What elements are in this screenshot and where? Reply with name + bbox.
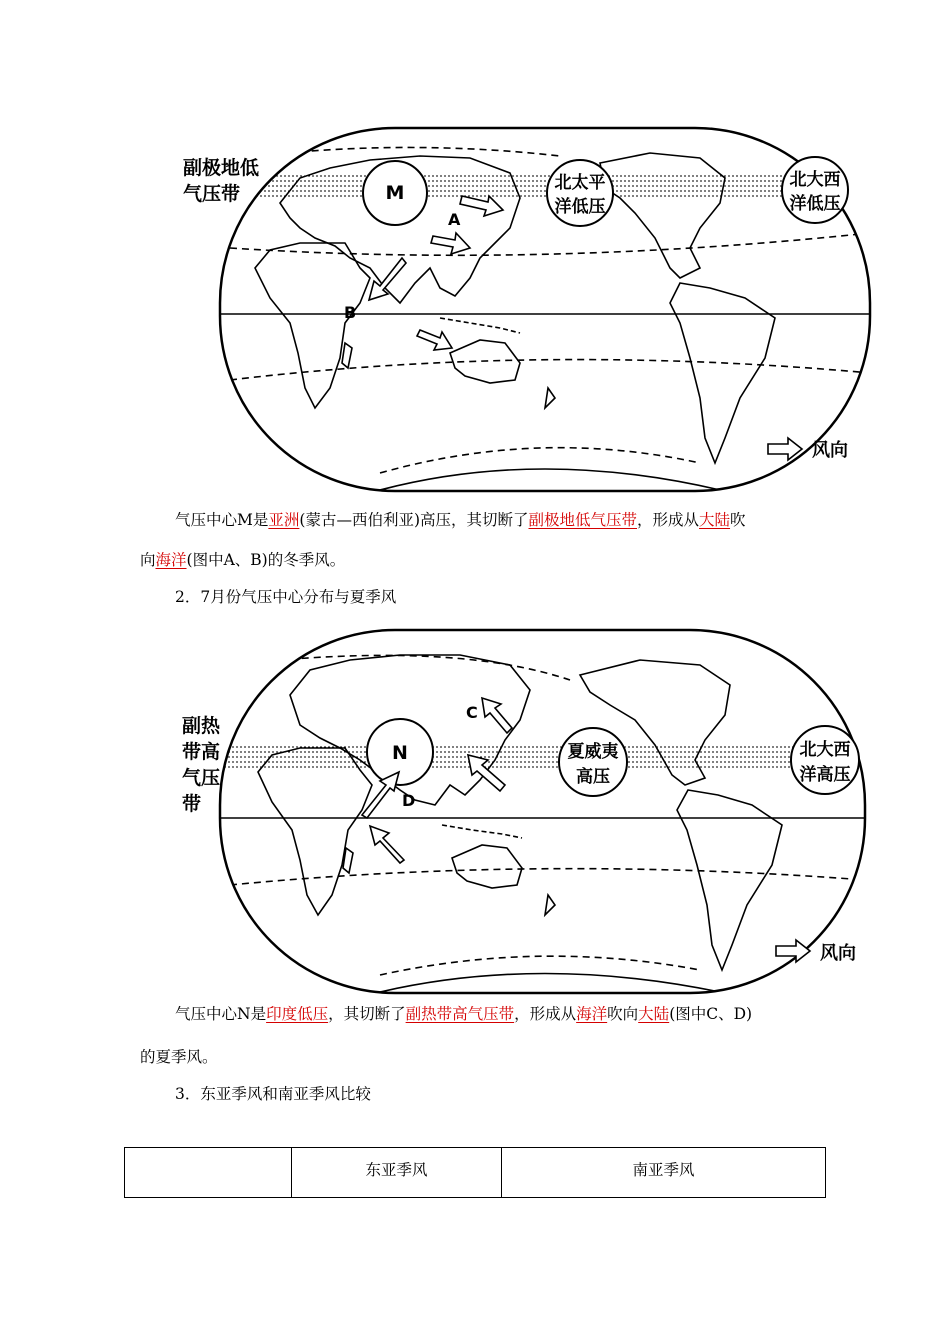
answer-blank: 海洋	[155, 551, 187, 569]
side-label-line-4: 带	[182, 793, 202, 815]
side-label-line-2: 气压带	[183, 183, 241, 205]
answer-blank: 海洋	[576, 1005, 608, 1023]
table-header-cell	[125, 1148, 292, 1198]
antarctica-outline	[380, 974, 720, 993]
parallel-line	[230, 869, 865, 885]
side-label-line-1: 副热	[182, 715, 221, 737]
wind-direction-legend-label: 风向	[812, 440, 848, 461]
antarctica-outline	[380, 469, 720, 490]
answer-blank: 亚洲	[268, 511, 300, 529]
map-frame	[220, 128, 870, 491]
australia-outline	[452, 845, 522, 888]
south-america-outline	[677, 790, 782, 970]
point-a-label: A	[448, 210, 461, 229]
north-atlantic-low-label-2: 洋低压	[789, 194, 841, 214]
point-c-label: C	[466, 703, 478, 722]
monsoon-comparison-table	[124, 1147, 826, 1198]
side-label-line-3: 气压	[182, 767, 221, 789]
new-zealand-outline	[545, 895, 555, 915]
table-header-row	[125, 1148, 826, 1198]
north-pacific-low-label-2: 洋低压	[554, 197, 606, 217]
new-zealand-outline	[545, 388, 555, 408]
table-header-cell: 东亚季风	[292, 1148, 502, 1198]
madagascar-outline	[342, 343, 352, 368]
pressure-center-m-label: M	[385, 182, 405, 204]
summer-monsoon-paragraph: 气压中心N是印度低压，其切断了副热带高气压带，形成从海洋吹向大陆(图中C、D)	[175, 1005, 753, 1023]
answer-blank: 大陆	[699, 511, 731, 529]
july-pressure-map	[0, 620, 950, 995]
section-heading-2: 2．7月份气压中心分布与夏季风	[175, 588, 397, 606]
point-b-label: B	[344, 303, 357, 322]
parallel-line	[230, 360, 870, 380]
section-heading-3: 3．东亚季风和南亚季风比较	[175, 1085, 371, 1103]
wind-arrow	[417, 330, 452, 350]
wind-arrow	[369, 258, 406, 300]
winter-monsoon-paragraph: 气压中心M是亚洲(蒙古—西伯利亚)高压，其切断了副极地低气压带，形成从大陆吹	[175, 511, 746, 529]
answer-blank: 副极地低气压带	[528, 511, 638, 529]
answer-blank: 大陆	[638, 1005, 670, 1023]
north-pacific-low-label-1: 北太平	[554, 173, 606, 193]
wind-arrow	[370, 826, 404, 863]
north-atlantic-high-label-1: 北大西	[799, 740, 851, 760]
north-america-outline	[600, 153, 725, 278]
map-frame	[220, 630, 865, 993]
january-pressure-map	[0, 118, 950, 493]
parallel-line	[230, 233, 870, 255]
parallel-line	[240, 147, 560, 158]
side-label-line-1: 副极地低	[183, 157, 260, 179]
africa-outline	[255, 243, 370, 408]
parallel-line	[380, 956, 700, 975]
winter-monsoon-paragraph-cont: 向海洋(图中A、B)的冬季风。	[140, 551, 346, 569]
hawaii-high-label-2: 高压	[576, 767, 610, 787]
north-atlantic-high-label-2: 洋高压	[799, 765, 851, 785]
wind-direction-legend-label: 风向	[820, 943, 856, 964]
wind-arrow	[482, 698, 512, 733]
hawaii-high-label-1: 夏威夷	[567, 742, 619, 762]
africa-outline	[258, 748, 372, 915]
wind-arrow	[431, 233, 470, 254]
south-america-outline	[670, 283, 775, 463]
side-label-line-2: 带高	[182, 741, 221, 763]
north-atlantic-low-label-1: 北大西	[789, 170, 841, 190]
answer-blank: 印度低压	[266, 1005, 329, 1023]
wind-direction-legend-icon	[768, 438, 802, 460]
wind-arrow	[460, 196, 503, 216]
answer-blank: 副热带高气压带	[405, 1005, 515, 1023]
summer-monsoon-paragraph-cont: 的夏季风。	[140, 1048, 218, 1066]
table-header-cell: 南亚季风	[502, 1148, 826, 1198]
point-d-label: D	[402, 791, 416, 810]
pressure-center-n-label: N	[392, 742, 408, 764]
